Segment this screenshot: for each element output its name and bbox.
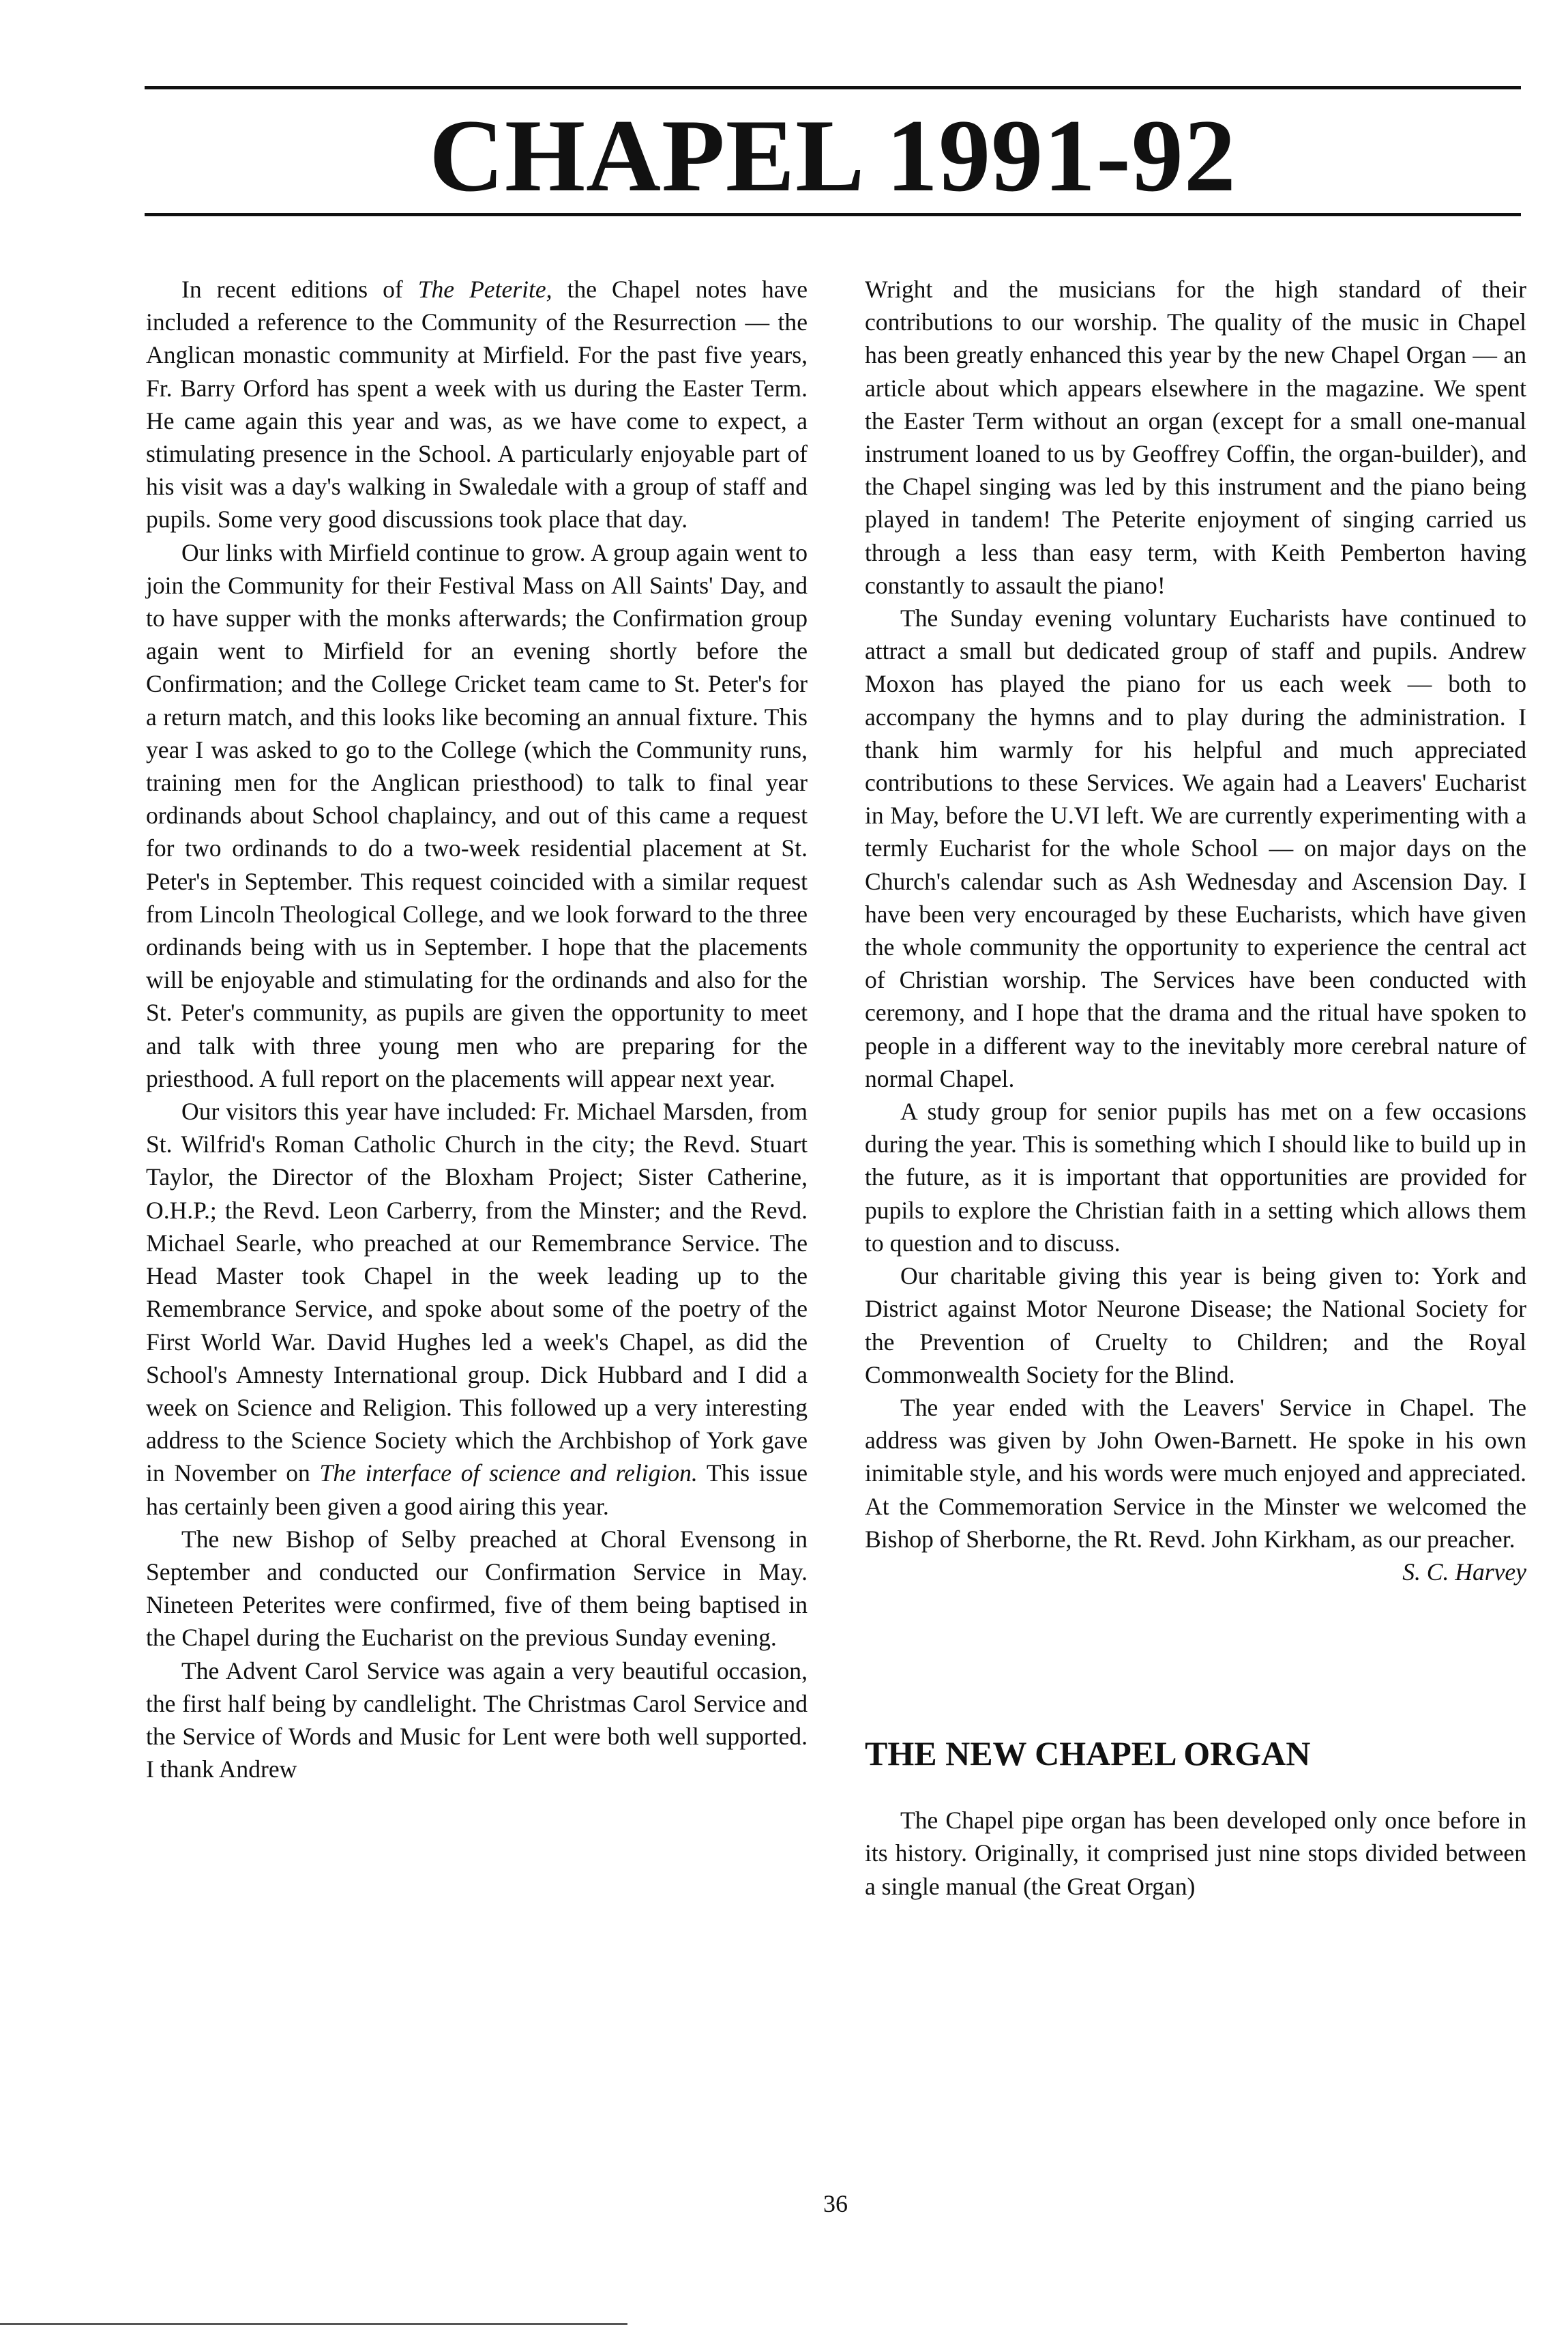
article-paragraph: Our links with Mirfield continue to grow. A group again went to join the Community for their Festival Mass on All Saints' Day, and to have supper with the monks afterwards; the Confirmation group again went to Mirfield for an evening shortly before the Confirmation; and the College Cricket team came to St. Peter's for a return match, and this looks like becoming an annual fixture. This year I was asked to go to the College (which the Community runs, training men for the Anglican priesthood) to talk to final year ordinands about School chaplaincy, and out of this came a request for two ordinands to do a two-week residential placement at St. Peter's in September. This request coincided with a similar request from Lincoln Theological College, and we look forward to the three ordinands being with us in September. I hope that the placements will be enjoyable and stimulating for the ordinands and also for the St. Peter's community, as pupils are given the opportunity to meet and talk with three young men who are preparing for the priesthood. A full report on the placements will appear next year. (146, 538, 808, 1092)
section-spacer (865, 1588, 1526, 1732)
publication-title: The Peterite, (417, 276, 552, 303)
organ-section-heading: THE NEW CHAPEL ORGAN (865, 1734, 1311, 1773)
article-paragraph: The year ended with the Leavers' Service in Chapel. The address was given by John Owen-Barnett. He spoke in his own inimitable style, and his words were much enjoyed and appreciated. At the Commemoration Service in the Minster we welcomed the Bishop of Sherborne, the Rt. Revd. John Kirkham, as our preacher. (865, 1393, 1526, 1553)
paragraph-text: This issue has certainly been given a good airing this year. (146, 1459, 808, 1520)
article-paragraph: The Advent Carol Service was again a very beautiful occasion, the first half being by candlelight. The Christmas Carol Service and the Service of Words and Music for Lent were both well supported. I thank Andrew (146, 1656, 808, 1783)
article-paragraph: The new Bishop of Selby preached at Choral Evensong in September and conducted our Confirmation Service in May. Nineteen Peterites were confirmed, five of them being baptised in the Chapel during the Eucharist on the previous Sunday evening. (146, 1525, 808, 1652)
article-paragraph: Our charitable giving this year is being given to: York and District against Motor Neurone Disease; the National Society for the Prevention of Cruelty to Children; and the Royal Commonwealth Society for the Blind. (865, 1262, 1526, 1388)
paragraph-text: Our visitors this year have included: Fr. Michael Marsden, from St. Wilfrid's Roman Catholic Church in the city; the Revd. Stuart Taylor, the Director of the Bloxham Project; Sister Catherine, O.H.P.; the Revd. Leon Carberry, from the Minster; and the Revd. Michael Searle, who preached at our Remembrance Service. The Head Master took Chapel in the week leading up to the Remembrance Service, and spoke about some of the poetry of the First World War. David Hughes led a week's Chapel, as did the School's Amnesty International group. Dick Hubbard and I did a week on Science and Religion. This followed up a very interesting address to the Science Society which the Archbishop of York gave in November on (146, 1098, 808, 1487)
article-paragraph (146, 1095, 808, 1523)
paragraph-text: In recent editions of (181, 276, 418, 303)
article-paragraph (146, 273, 808, 536)
paragraph-text: the Chapel notes have included a reference to the Community of the Resurrection — the Anglican monastic community at Mirfield. For the past five years, Fr. Barry Orford has spent a week with us during the Easter Term. He came again this year and was, as we have come to expect, a stimulating presence in the School. A particularly enjoyable part of his visit was a day's walking in Swaledale with a group of staff and pupils. Some very good discussions took place that day. (146, 276, 808, 534)
page-number: 36 (823, 2190, 848, 2217)
article-paragraph: The Sunday evening voluntary Eucharists have continued to attract a small but dedicated group of staff and pupils. Andrew Moxon has played the piano for us each week — both to accompany the hymns and to play during the administration. I thank him warmly for his helpful and much appreciated contributions to these Services. We again had a Leavers' Eucharist in May, before the U.VI left. We are currently experimenting with a termly Eucharist for the whole School — on major days on the Church's calendar such as Ash Wednesday and Ascension Day. I have been very encouraged by these Eucharists, which have given the whole community the opportunity to experience the central act of Christian worship. The Services have been conducted with ceremony, and I hope that the drama and the ritual have spoken to people in a different way to the inevitably more cerebral nature of normal Chapel. (865, 604, 1526, 1092)
left-column (146, 273, 808, 1785)
article-paragraph: A study group for senior pupils has met on a few occasions during the year. This is something which I should like to build up in the future, as it is important that opportunities are provided for pupils to explore the Christian faith in a setting which allows them to question and to discuss. (865, 1098, 1526, 1257)
right-column (865, 273, 1526, 1903)
address-title: The interface of science and religion. (319, 1459, 698, 1487)
title-bottom-rule (145, 213, 1521, 216)
organ-paragraph: The Chapel pipe organ has been developed only once before in its history. Originally, it comprised just nine stops divided between a single manual (the Great Organ) (865, 1807, 1526, 1900)
continued-paragraph: Wright and the musicians for the high standard of their contributions to our worship. The quality of the music in Chapel has been greatly enhanced this year by the new Chapel Organ — an article about which appears elsewhere in the magazine. We spent the Easter Term without an organ (except for a small one-manual instrument loaned to us by Geoffrey Coffin, the organ-builder), and the Chapel singing was led by this instrument and the piano being played in tandem! The Peterite enjoyment of singing carried us through a less than easy term, with Keith Pemberton having constantly to assault the piano! (865, 276, 1526, 599)
author-signature: S. C. Harvey (1402, 1558, 1526, 1586)
footer-rule (0, 2323, 627, 2325)
page-title: CHAPEL 1991-92 (429, 98, 1237, 213)
title-top-rule (145, 86, 1521, 89)
